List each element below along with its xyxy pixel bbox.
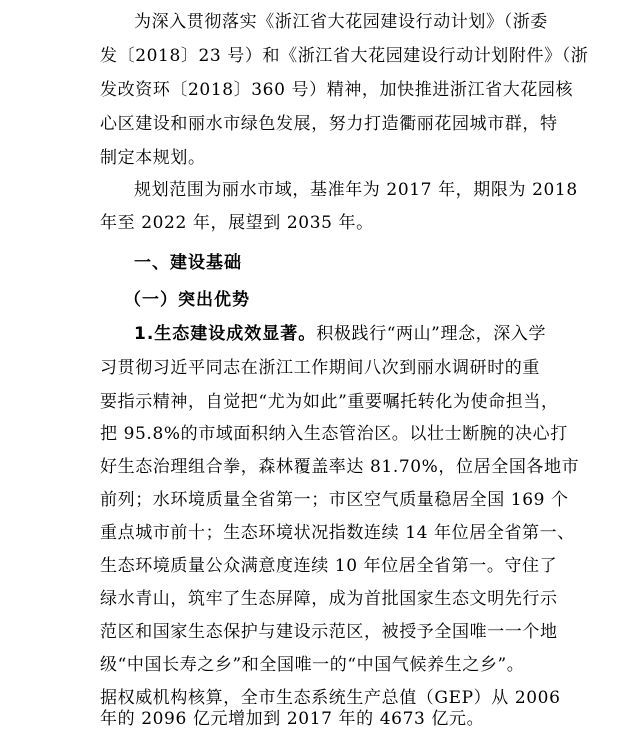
paragraph-1-line-2: 发〔2018〕23 号）和《浙江省大花园建设行动计划附件》（浙 — [100, 46, 589, 66]
paragraph-3-line-12: 据权威机构核算，全市生态系统生产总值（GEP）从 2006 — [100, 688, 561, 708]
paragraph-3-line-4: 把 95.8%的市域面积纳入生态管治区。以壮士断腕的决心打 — [100, 424, 568, 444]
paragraph-3-line-7: 重点城市前十；生态环境状况指数连续 14 年位居全省第一、 — [100, 523, 575, 543]
paragraph-3-line-13: 年的 2096 亿元增加到 2017 年的 4673 亿元。 — [100, 709, 485, 729]
paragraph-3-line-8: 生态环境质量公众满意度连续 10 年位居全省第一。守住了 — [100, 556, 558, 576]
paragraph-3-line-2: 习贯彻习近平同志在浙江工作期间八次到丽水调研时的重 — [100, 358, 540, 378]
paragraph-3-line-5: 好生态治理组合拳，森林覆盖率达 81.70%，位居全国各地市 — [100, 457, 580, 477]
paragraph-1-line-4: 心区建设和丽水市绿色发展，努力打造衢丽花园城市群，特 — [100, 114, 558, 134]
paragraph-2-line-1: 规划范围为丽水市域，基准年为 2017 年，期限为 2018 — [134, 180, 578, 200]
paragraph-3-line-9: 绿水青山，筑牢了生态屏障，成为首批国家生态文明先行示 — [100, 589, 558, 609]
paragraph-2-line-2: 年至 2022 年，展望到 2035 年。 — [100, 213, 374, 233]
subsection-heading: （一）突出优势 — [124, 290, 250, 310]
paragraph-3-line-1 — [134, 322, 547, 346]
paragraph-3-line-3: 要指示精神，自觉把“尤为如此”重要嘱托转化为使命担当， — [100, 392, 559, 412]
section-heading: 一、建设基础 — [134, 253, 242, 273]
paragraph-1-line-1: 为深入贯彻落实《浙江省大花园建设行动计划》（浙委 — [134, 12, 548, 32]
paragraph-1-line-3: 发改资环〔2018〕360 号）精神，加快推进浙江省大花园核 — [100, 80, 574, 100]
paragraph-3-line-10: 范区和国家生态保护与建设示范区，被授予全国唯一一个地 — [100, 622, 558, 642]
paragraph-3-lead: 1.生态建设成效显著。 — [134, 324, 317, 344]
paragraph-3-line-1-text: 积极践行“两山”理念，深入学 — [316, 324, 547, 344]
paragraph-1-line-5: 制定本规划。 — [100, 148, 206, 168]
paragraph-3-line-11: 级“中国长寿之乡”和全国唯一的“中国气候养生之乡”。 — [100, 655, 525, 675]
paragraph-3-line-6: 前列；水环境质量全省第一；市区空气质量稳居全国 169 个 — [100, 490, 569, 510]
